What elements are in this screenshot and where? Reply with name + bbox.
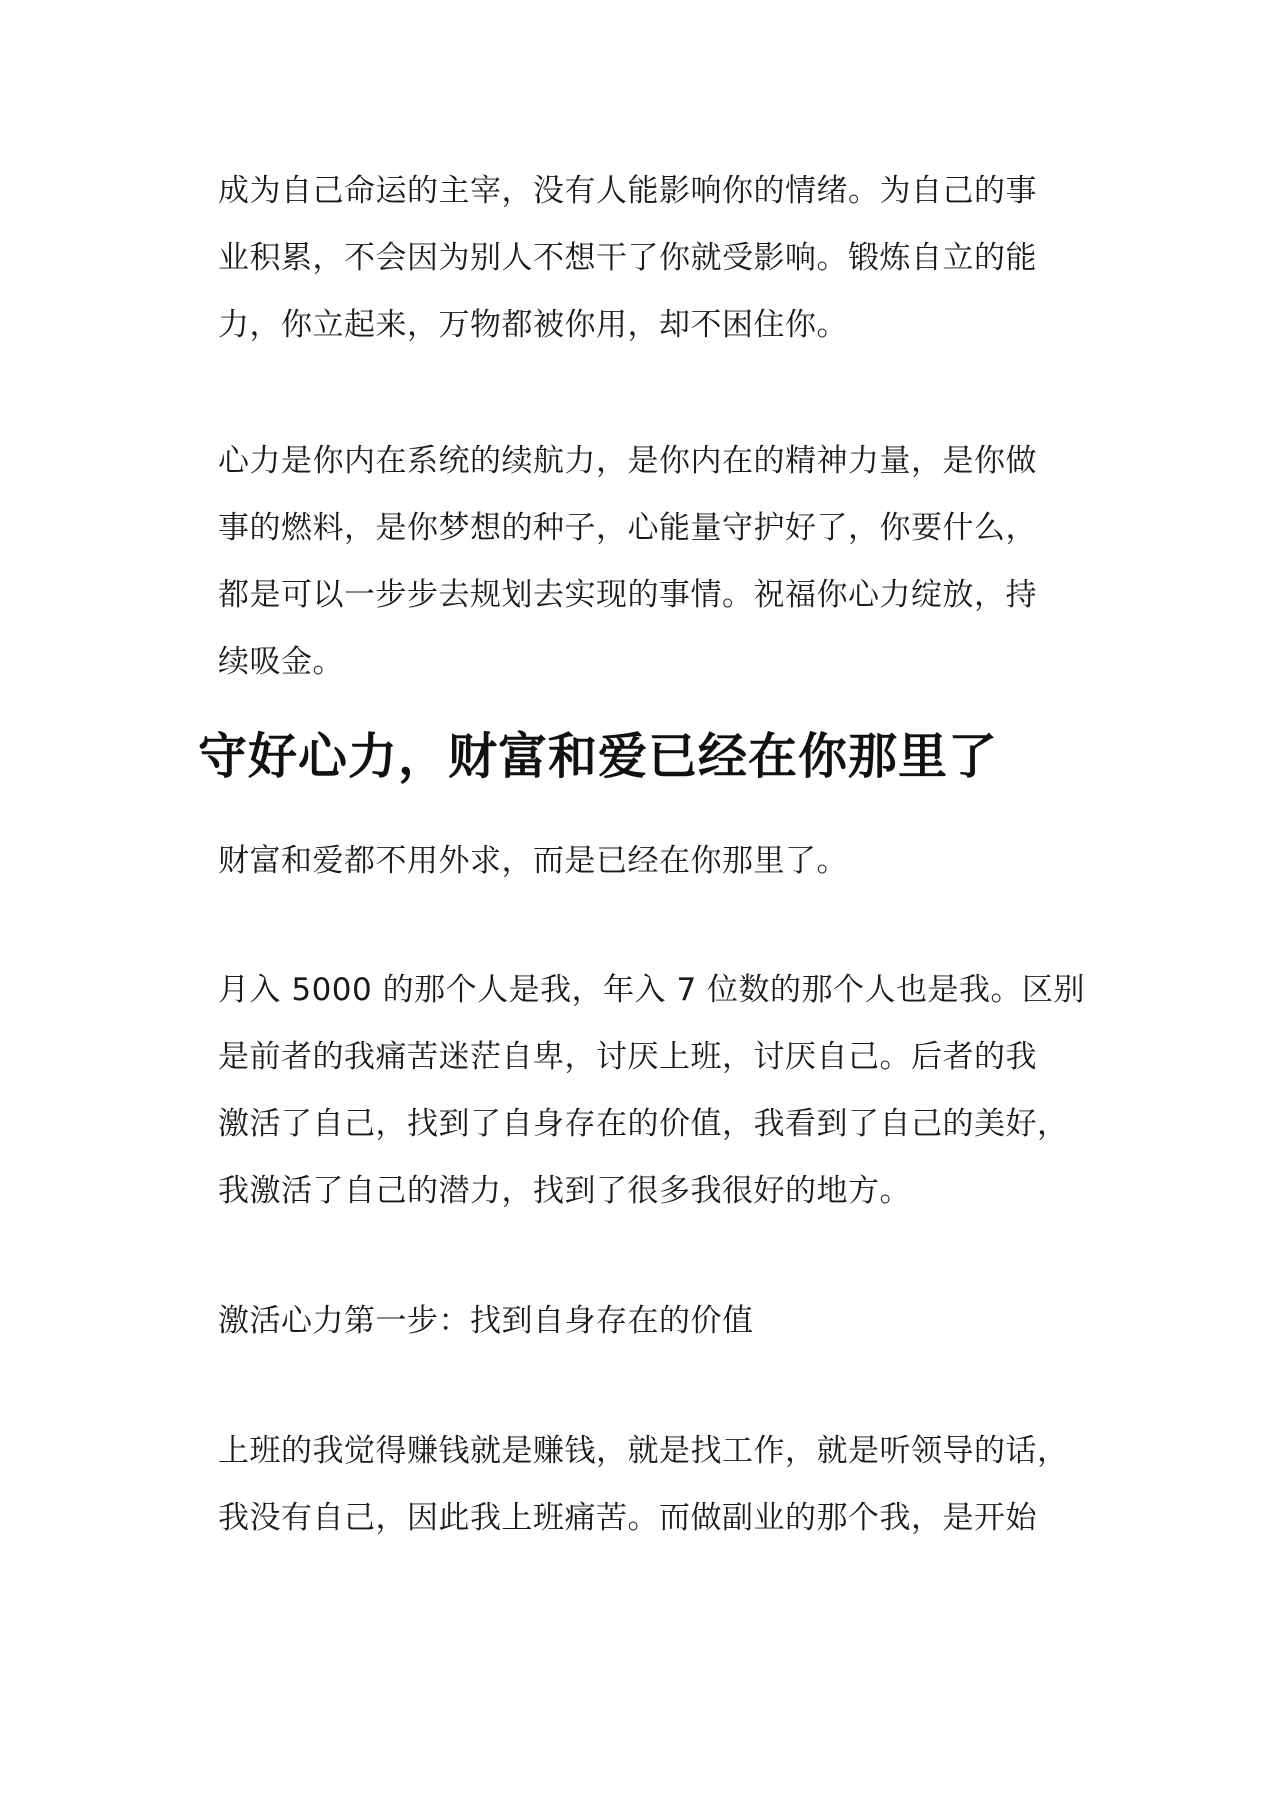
paragraph-mastery [218, 158, 1068, 359]
paragraph-wealth-love [218, 828, 1068, 895]
text-line: 激活心力第一步：找到自身存在的价值 [218, 1303, 754, 1339]
text-line: 续吸金。 [218, 644, 344, 680]
paragraph-income-story [218, 957, 1086, 1225]
text-line: 力，你立起来，万物都被你用，却不困住你。 [218, 307, 848, 343]
text-line: 我激活了自己的潜力，找到了很多我很好的地方。 [218, 1173, 911, 1209]
text-line: 都是可以一步步去规划去实现的事情。祝福你心力绽放，持 [218, 577, 1037, 613]
text-line: 我没有自己，因此我上班痛苦。而做副业的那个我，是开始 [218, 1500, 1037, 1536]
text-line: 心力是你内在系统的续航力，是你内在的精神力量，是你做 [218, 443, 1037, 479]
text-line: 是前者的我痛苦迷茫自卑，讨厌上班，讨厌自己。后者的我 [218, 1039, 1037, 1075]
text-line: 成为自己命运的主宰，没有人能影响你的情绪。为自己的事 [218, 173, 1037, 209]
text-line: 事的燃料，是你梦想的种子，心能量守护好了，你要什么， [218, 510, 1037, 546]
text-line: 业积累，不会因为别人不想干了你就受影响。锻炼自立的能 [218, 240, 1037, 276]
paragraph-mental-power [218, 428, 1068, 696]
text-line: 财富和爱都不用外求，而是已经在你那里了。 [218, 843, 848, 879]
paragraph-step-one [218, 1288, 1068, 1355]
section-heading: 守好心力，财富和爱已经在你那里了 [198, 727, 999, 785]
text-line: 激活了自己，找到了自身存在的价值，我看到了自己的美好， [218, 1106, 1069, 1142]
text-line: 上班的我觉得赚钱就是赚钱，就是找工作，就是听领导的话， [218, 1433, 1069, 1469]
text-line: 月入 5000 的那个人是我，年入 7 位数的那个人也是我。区别 [218, 972, 1086, 1008]
paragraph-work-reflection [218, 1418, 1068, 1552]
